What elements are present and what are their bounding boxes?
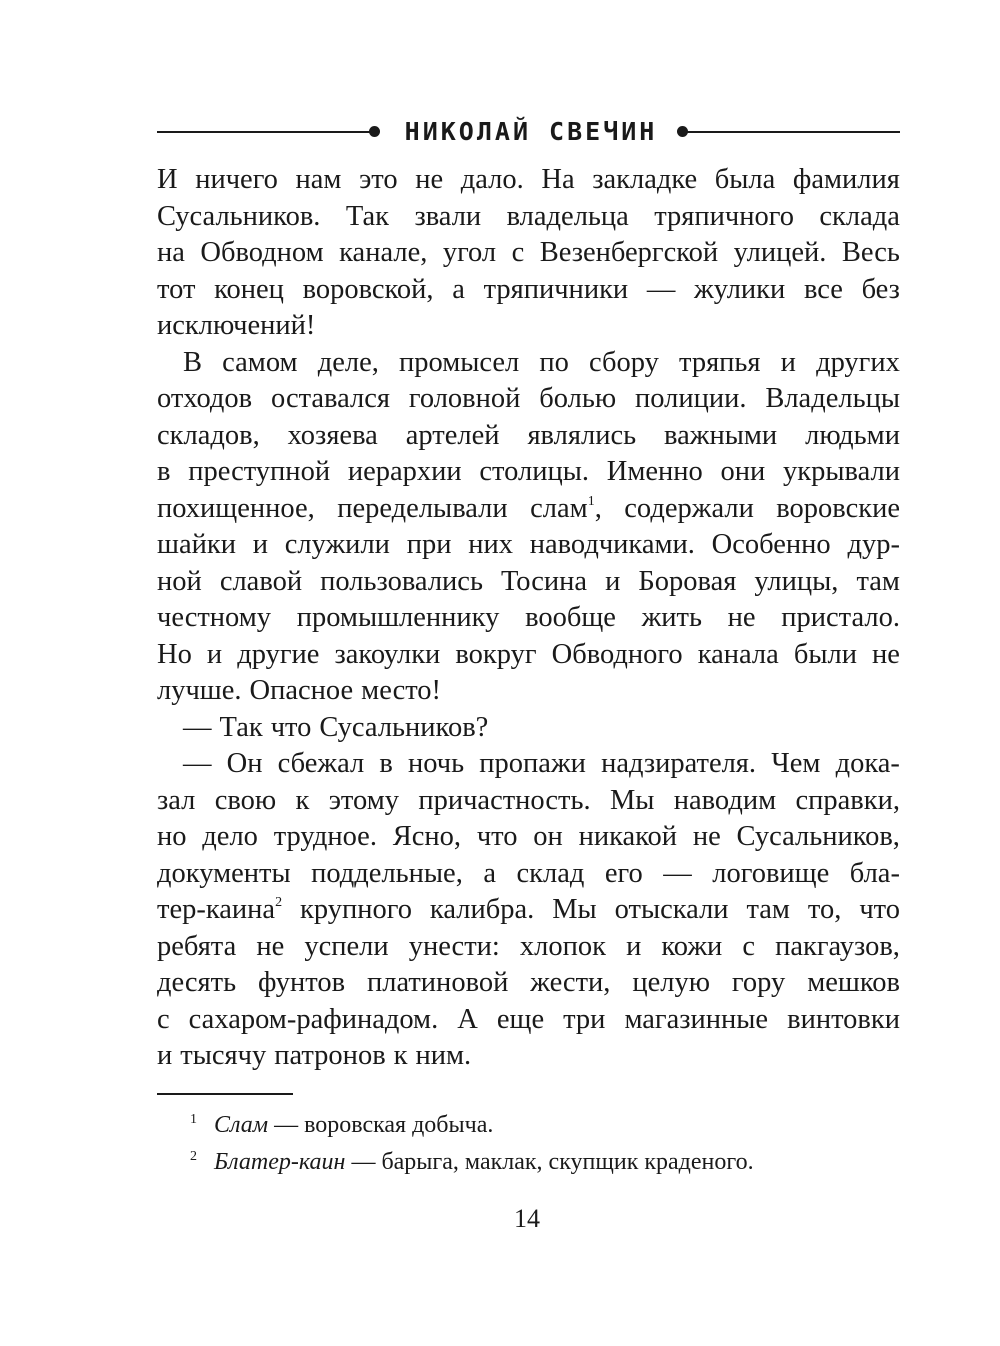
footnote-definition: — воровская добыча. bbox=[268, 1112, 494, 1138]
footnotes bbox=[190, 1107, 900, 1181]
text-line: шайки и служили при них наводчиками. Особенно дур- bbox=[157, 529, 900, 560]
text-line: и тысячу патронов к ним. bbox=[157, 1040, 472, 1071]
text-line: документы поддельные, а склад его — логовище бла- bbox=[157, 857, 900, 889]
text-line: десять фунтов платиновой жести, целую гору мешков bbox=[157, 967, 900, 998]
text-line: тер-каина$^2$ крупного калибра. Мы отыскали там то, что bbox=[157, 894, 900, 925]
text-line: Но и другие закоулки вокруг Обводного канала были не bbox=[157, 638, 900, 670]
footnote-item: 2 Блатер-каин — барыга, маклак, скупщик краденого. bbox=[190, 1149, 754, 1175]
text-line: — Так что Сусальников? bbox=[183, 711, 489, 743]
footnote-separator bbox=[157, 1093, 293, 1095]
text-line: В самом деле, промысел по сбору тряпья и других bbox=[183, 346, 900, 378]
running-header bbox=[157, 112, 900, 152]
text-line: складов, хозяева артелей являлись важными людьми bbox=[157, 419, 900, 451]
footnote-definition: — барыга, маклак, скупщик краденого. bbox=[345, 1149, 754, 1175]
text-line: исключений! bbox=[157, 310, 316, 341]
text-line: с сахаром-рафинадом. А еще три магазинные винтовки bbox=[157, 1003, 900, 1035]
text-line: ребята не успели унести: хлопок и кожи с пакгаузов, bbox=[157, 930, 900, 962]
text-line: честному промышленнику вообще жить не пристало. bbox=[157, 602, 900, 633]
footnote-reference[interactable]: 1 bbox=[587, 493, 595, 509]
footnote-reference[interactable]: 2 bbox=[275, 895, 283, 910]
text-line: И ничего нам это не дало. На закладке была фамилия bbox=[157, 164, 900, 195]
text-line: лучше. Опасное место! bbox=[157, 675, 442, 706]
footnote-item: 1 Слам — воровская добыча. bbox=[190, 1112, 494, 1138]
text-line: в преступной иерархии столицы. Именно они укрывали bbox=[157, 456, 900, 487]
footnote-term: Слам bbox=[214, 1112, 269, 1138]
page-number: 14 bbox=[514, 1204, 540, 1233]
header-rule-right bbox=[680, 131, 900, 133]
text-line: похищенное, переделывали слам$^1$, содержали воровские bbox=[157, 492, 900, 524]
text-line: зал свою к этому причастность. Мы наводим справки, bbox=[157, 784, 900, 816]
footnote-term: Блатер-каин bbox=[214, 1149, 346, 1175]
header-rule-left bbox=[157, 131, 371, 133]
text-line: отходов оставался головной болью полиции. Владельцы bbox=[157, 383, 900, 414]
text-line: на Обводном канале, угол с Везенбергской улицей. Весь bbox=[157, 237, 900, 268]
body-text bbox=[157, 162, 900, 1075]
text-line: Сусальников. Так звали владельца тряпичного склада bbox=[157, 200, 900, 232]
text-line: тот конец воровской, а тряпичники — жулики все без bbox=[157, 273, 900, 305]
author-name: НИКОЛАЙ СВЕЧИН bbox=[404, 117, 658, 146]
text-line: но дело трудное. Ясно, что он никакой не Сусальников, bbox=[157, 821, 900, 852]
header-ornament-dot-left bbox=[369, 126, 380, 137]
text-line: — Он сбежал в ночь пропажи надзирателя. Чем дока- bbox=[183, 748, 900, 779]
text-line: ной славой пользовались Тосина и Боровая улицы, там bbox=[157, 565, 900, 597]
